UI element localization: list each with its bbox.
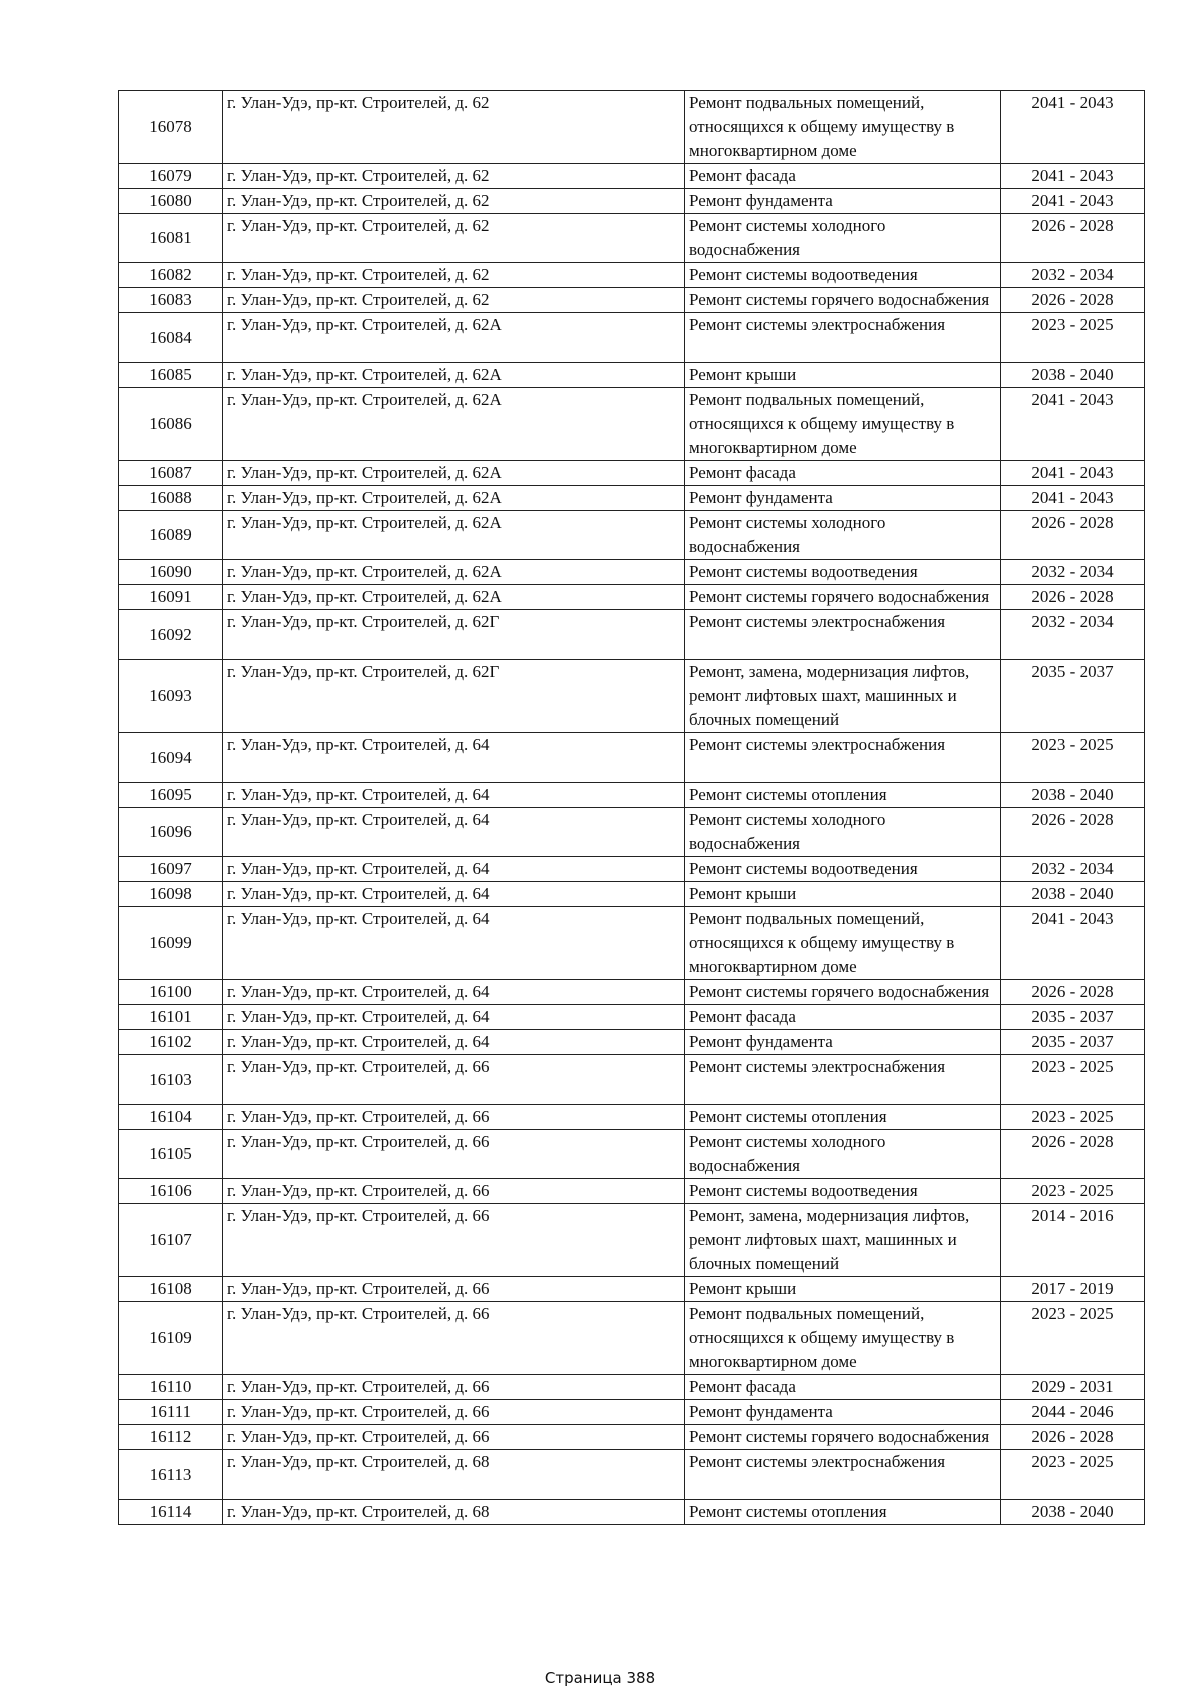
row-work-type: Ремонт системы водоотведения (685, 857, 1001, 882)
table-row (119, 808, 1145, 857)
row-period: 2038 - 2040 (1001, 783, 1145, 808)
row-address: г. Улан-Удэ, пр-кт. Строителей, д. 64 (223, 1005, 685, 1030)
row-period: 2026 - 2028 (1001, 585, 1145, 610)
row-address: г. Улан-Удэ, пр-кт. Строителей, д. 66 (223, 1277, 685, 1302)
row-work-type: Ремонт системы электроснабжения (685, 313, 1001, 363)
row-period: 2026 - 2028 (1001, 1425, 1145, 1450)
row-address: г. Улан-Удэ, пр-кт. Строителей, д. 62 (223, 189, 685, 214)
row-number: 16087 (119, 461, 223, 486)
row-number: 16100 (119, 980, 223, 1005)
row-period: 2026 - 2028 (1001, 511, 1145, 560)
row-work-type: Ремонт системы холодного водоснабжения (685, 214, 1001, 263)
row-period: 2026 - 2028 (1001, 214, 1145, 263)
row-work-type: Ремонт системы холодного водоснабжения (685, 1130, 1001, 1179)
row-work-type: Ремонт подвальных помещений, относящихся к общему имуществу в многоквартирном доме (685, 91, 1001, 164)
row-period: 2041 - 2043 (1001, 388, 1145, 461)
row-work-type: Ремонт системы водоотведения (685, 560, 1001, 585)
row-number: 16111 (119, 1400, 223, 1425)
row-work-type: Ремонт системы электроснабжения (685, 610, 1001, 660)
table-row (119, 1400, 1145, 1425)
row-work-type: Ремонт подвальных помещений, относящихся к общему имуществу в многоквартирном доме (685, 1302, 1001, 1375)
table-row (119, 1277, 1145, 1302)
row-number: 16108 (119, 1277, 223, 1302)
row-work-type: Ремонт крыши (685, 363, 1001, 388)
table-row (119, 1204, 1145, 1277)
row-number: 16103 (119, 1055, 223, 1105)
row-address: г. Улан-Удэ, пр-кт. Строителей, д. 64 (223, 882, 685, 907)
row-period: 2023 - 2025 (1001, 1179, 1145, 1204)
row-number: 16097 (119, 857, 223, 882)
table-row (119, 1500, 1145, 1525)
table-row (119, 610, 1145, 660)
table-row (119, 486, 1145, 511)
row-number: 16096 (119, 808, 223, 857)
row-period: 2041 - 2043 (1001, 164, 1145, 189)
row-number: 16114 (119, 1500, 223, 1525)
table-row (119, 1302, 1145, 1375)
table-row (119, 363, 1145, 388)
row-address: г. Улан-Удэ, пр-кт. Строителей, д. 62А (223, 313, 685, 363)
table-row (119, 388, 1145, 461)
row-address: г. Улан-Удэ, пр-кт. Строителей, д. 66 (223, 1179, 685, 1204)
row-work-type: Ремонт системы электроснабжения (685, 733, 1001, 783)
table-row (119, 189, 1145, 214)
row-number: 16104 (119, 1105, 223, 1130)
row-period: 2023 - 2025 (1001, 313, 1145, 363)
row-period: 2017 - 2019 (1001, 1277, 1145, 1302)
row-number: 16101 (119, 1005, 223, 1030)
table-row (119, 1375, 1145, 1400)
row-period: 2041 - 2043 (1001, 486, 1145, 511)
row-period: 2041 - 2043 (1001, 91, 1145, 164)
row-work-type: Ремонт подвальных помещений, относящихся к общему имуществу в многоквартирном доме (685, 388, 1001, 461)
row-number: 16082 (119, 263, 223, 288)
table-row (119, 1030, 1145, 1055)
row-period: 2023 - 2025 (1001, 1302, 1145, 1375)
row-period: 2041 - 2043 (1001, 189, 1145, 214)
row-work-type: Ремонт фасада (685, 164, 1001, 189)
row-work-type: Ремонт системы водоотведения (685, 1179, 1001, 1204)
row-number: 16095 (119, 783, 223, 808)
row-address: г. Улан-Удэ, пр-кт. Строителей, д. 66 (223, 1130, 685, 1179)
row-work-type: Ремонт фасада (685, 1375, 1001, 1400)
row-number: 16084 (119, 313, 223, 363)
table-row (119, 585, 1145, 610)
row-address: г. Улан-Удэ, пр-кт. Строителей, д. 62А (223, 461, 685, 486)
table-row (119, 214, 1145, 263)
row-address: г. Улан-Удэ, пр-кт. Строителей, д. 62 (223, 263, 685, 288)
row-address: г. Улан-Удэ, пр-кт. Строителей, д. 62Г (223, 660, 685, 733)
table-row (119, 907, 1145, 980)
row-work-type: Ремонт фундамента (685, 1030, 1001, 1055)
row-address: г. Улан-Удэ, пр-кт. Строителей, д. 62Г (223, 610, 685, 660)
row-number: 16085 (119, 363, 223, 388)
row-number: 16107 (119, 1204, 223, 1277)
row-address: г. Улан-Удэ, пр-кт. Строителей, д. 66 (223, 1400, 685, 1425)
row-address: г. Улан-Удэ, пр-кт. Строителей, д. 68 (223, 1450, 685, 1500)
row-number: 16099 (119, 907, 223, 980)
row-work-type: Ремонт подвальных помещений, относящихся к общему имуществу в многоквартирном доме (685, 907, 1001, 980)
row-period: 2038 - 2040 (1001, 363, 1145, 388)
row-period: 2023 - 2025 (1001, 1105, 1145, 1130)
row-period: 2029 - 2031 (1001, 1375, 1145, 1400)
row-number: 16110 (119, 1375, 223, 1400)
row-address: г. Улан-Удэ, пр-кт. Строителей, д. 62 (223, 288, 685, 313)
table-row (119, 733, 1145, 783)
row-address: г. Улан-Удэ, пр-кт. Строителей, д. 66 (223, 1302, 685, 1375)
row-number: 16090 (119, 560, 223, 585)
row-work-type: Ремонт фундамента (685, 1400, 1001, 1425)
row-period: 2026 - 2028 (1001, 980, 1145, 1005)
row-address: г. Улан-Удэ, пр-кт. Строителей, д. 64 (223, 733, 685, 783)
row-number: 16078 (119, 91, 223, 164)
table-row (119, 1055, 1145, 1105)
row-work-type: Ремонт фундамента (685, 189, 1001, 214)
table-row (119, 461, 1145, 486)
row-number: 16105 (119, 1130, 223, 1179)
table-row (119, 1425, 1145, 1450)
table-row (119, 91, 1145, 164)
row-number: 16102 (119, 1030, 223, 1055)
table-row (119, 263, 1145, 288)
row-number: 16092 (119, 610, 223, 660)
table-row (119, 1105, 1145, 1130)
row-address: г. Улан-Удэ, пр-кт. Строителей, д. 62А (223, 363, 685, 388)
row-address: г. Улан-Удэ, пр-кт. Строителей, д. 62А (223, 585, 685, 610)
table-row (119, 783, 1145, 808)
row-work-type: Ремонт системы горячего водоснабжения (685, 585, 1001, 610)
row-period: 2035 - 2037 (1001, 660, 1145, 733)
row-work-type: Ремонт крыши (685, 882, 1001, 907)
row-number: 16112 (119, 1425, 223, 1450)
row-period: 2041 - 2043 (1001, 461, 1145, 486)
row-address: г. Улан-Удэ, пр-кт. Строителей, д. 62А (223, 560, 685, 585)
row-address: г. Улан-Удэ, пр-кт. Строителей, д. 66 (223, 1055, 685, 1105)
row-address: г. Улан-Удэ, пр-кт. Строителей, д. 62 (223, 164, 685, 189)
row-period: 2032 - 2034 (1001, 263, 1145, 288)
table-row (119, 1130, 1145, 1179)
row-period: 2023 - 2025 (1001, 733, 1145, 783)
row-address: г. Улан-Удэ, пр-кт. Строителей, д. 62 (223, 91, 685, 164)
table-row (119, 164, 1145, 189)
row-period: 2026 - 2028 (1001, 1130, 1145, 1179)
row-period: 2041 - 2043 (1001, 907, 1145, 980)
table-row (119, 511, 1145, 560)
row-work-type: Ремонт системы холодного водоснабжения (685, 511, 1001, 560)
row-number: 16091 (119, 585, 223, 610)
row-period: 2032 - 2034 (1001, 857, 1145, 882)
row-number: 16109 (119, 1302, 223, 1375)
row-address: г. Улан-Удэ, пр-кт. Строителей, д. 62А (223, 388, 685, 461)
row-address: г. Улан-Удэ, пр-кт. Строителей, д. 64 (223, 783, 685, 808)
table-row (119, 313, 1145, 363)
repair-schedule-table (118, 90, 1145, 1525)
row-work-type: Ремонт системы отопления (685, 1105, 1001, 1130)
row-number: 16094 (119, 733, 223, 783)
row-period: 2023 - 2025 (1001, 1055, 1145, 1105)
row-work-type: Ремонт системы электроснабжения (685, 1055, 1001, 1105)
row-number: 16083 (119, 288, 223, 313)
row-work-type: Ремонт системы электроснабжения (685, 1450, 1001, 1500)
row-period: 2026 - 2028 (1001, 808, 1145, 857)
row-address: г. Улан-Удэ, пр-кт. Строителей, д. 66 (223, 1204, 685, 1277)
table-row (119, 1450, 1145, 1500)
row-period: 2032 - 2034 (1001, 560, 1145, 585)
row-period: 2038 - 2040 (1001, 882, 1145, 907)
row-address: г. Улан-Удэ, пр-кт. Строителей, д. 62А (223, 511, 685, 560)
row-address: г. Улан-Удэ, пр-кт. Строителей, д. 64 (223, 1030, 685, 1055)
row-address: г. Улан-Удэ, пр-кт. Строителей, д. 64 (223, 980, 685, 1005)
row-work-type: Ремонт фундамента (685, 486, 1001, 511)
table-row (119, 288, 1145, 313)
row-address: г. Улан-Удэ, пр-кт. Строителей, д. 62 (223, 214, 685, 263)
row-address: г. Улан-Удэ, пр-кт. Строителей, д. 64 (223, 857, 685, 882)
row-period: 2035 - 2037 (1001, 1005, 1145, 1030)
row-number: 16089 (119, 511, 223, 560)
row-period: 2035 - 2037 (1001, 1030, 1145, 1055)
row-work-type: Ремонт фасада (685, 1005, 1001, 1030)
row-number: 16106 (119, 1179, 223, 1204)
row-period: 2032 - 2034 (1001, 610, 1145, 660)
row-work-type: Ремонт системы холодного водоснабжения (685, 808, 1001, 857)
row-number: 16098 (119, 882, 223, 907)
row-period: 2023 - 2025 (1001, 1450, 1145, 1500)
table-row (119, 980, 1145, 1005)
table-row (119, 660, 1145, 733)
row-address: г. Улан-Удэ, пр-кт. Строителей, д. 68 (223, 1500, 685, 1525)
row-address: г. Улан-Удэ, пр-кт. Строителей, д. 64 (223, 907, 685, 980)
row-address: г. Улан-Удэ, пр-кт. Строителей, д. 66 (223, 1105, 685, 1130)
row-address: г. Улан-Удэ, пр-кт. Строителей, д. 62А (223, 486, 685, 511)
row-number: 16079 (119, 164, 223, 189)
row-work-type: Ремонт, замена, модернизация лифтов, ремонт лифтовых шахт, машинных и блочных помещений (685, 1204, 1001, 1277)
row-work-type: Ремонт системы отопления (685, 783, 1001, 808)
row-number: 16081 (119, 214, 223, 263)
page-number: Страница 388 (544, 1669, 656, 1687)
row-number: 16086 (119, 388, 223, 461)
row-work-type: Ремонт крыши (685, 1277, 1001, 1302)
row-work-type: Ремонт системы горячего водоснабжения (685, 288, 1001, 313)
row-address: г. Улан-Удэ, пр-кт. Строителей, д. 66 (223, 1425, 685, 1450)
row-work-type: Ремонт системы горячего водоснабжения (685, 1425, 1001, 1450)
row-number: 16088 (119, 486, 223, 511)
table-row (119, 560, 1145, 585)
row-work-type: Ремонт системы отопления (685, 1500, 1001, 1525)
row-work-type: Ремонт фасада (685, 461, 1001, 486)
row-number: 16080 (119, 189, 223, 214)
row-work-type: Ремонт системы горячего водоснабжения (685, 980, 1001, 1005)
row-period: 2014 - 2016 (1001, 1204, 1145, 1277)
table-row (119, 882, 1145, 907)
row-work-type: Ремонт системы водоотведения (685, 263, 1001, 288)
row-period: 2026 - 2028 (1001, 288, 1145, 313)
row-address: г. Улан-Удэ, пр-кт. Строителей, д. 64 (223, 808, 685, 857)
row-period: 2044 - 2046 (1001, 1400, 1145, 1425)
table-row (119, 857, 1145, 882)
row-number: 16093 (119, 660, 223, 733)
row-work-type: Ремонт, замена, модернизация лифтов, ремонт лифтовых шахт, машинных и блочных помещений (685, 660, 1001, 733)
table-row (119, 1005, 1145, 1030)
row-address: г. Улан-Удэ, пр-кт. Строителей, д. 66 (223, 1375, 685, 1400)
table-row (119, 1179, 1145, 1204)
row-number: 16113 (119, 1450, 223, 1500)
row-period: 2038 - 2040 (1001, 1500, 1145, 1525)
